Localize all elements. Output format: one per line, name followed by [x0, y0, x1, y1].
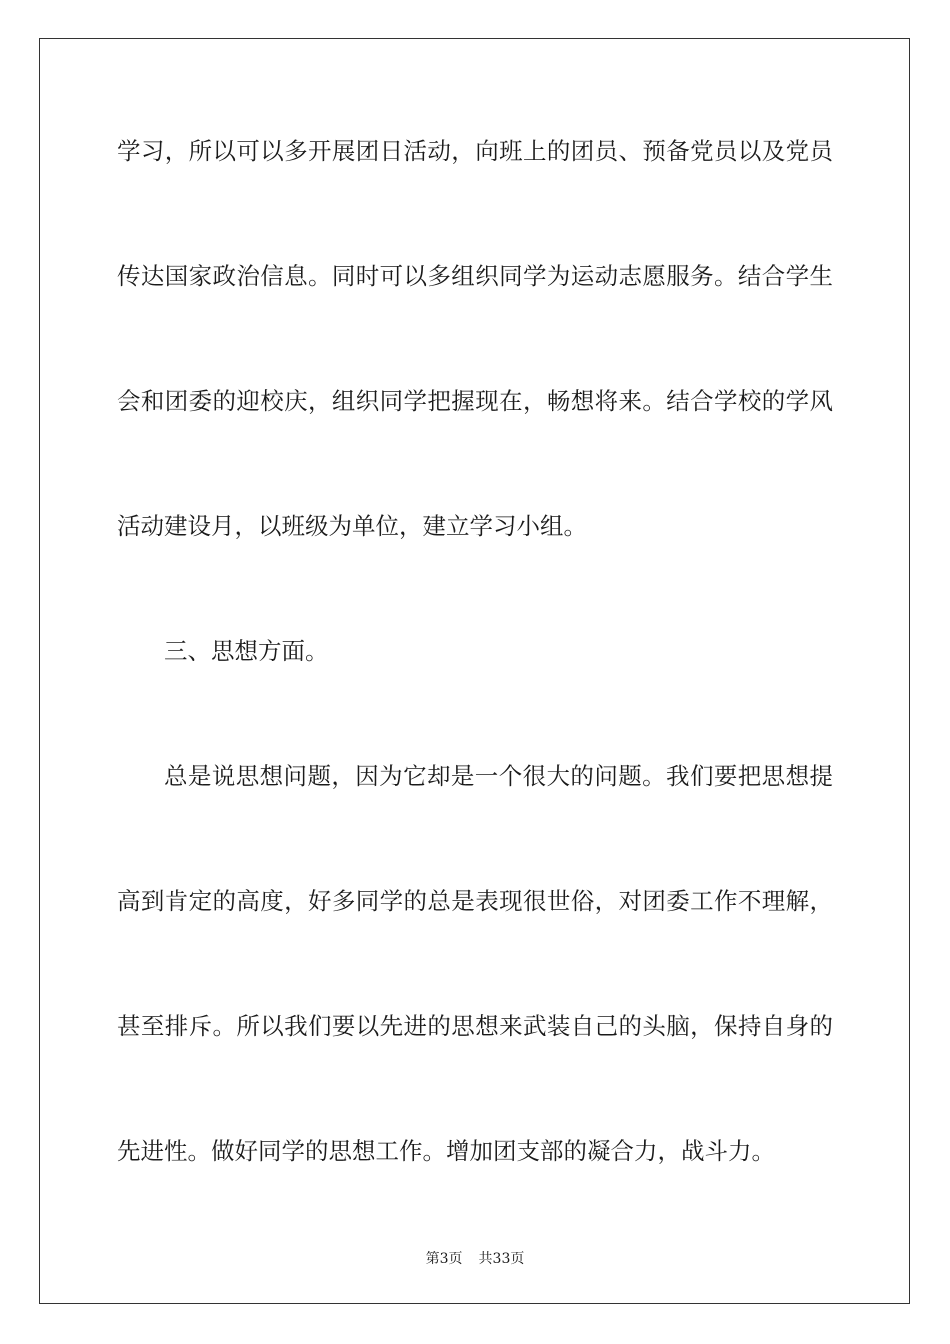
- paragraph-line: 活动建设月，以班级为单位，建立学习小组。: [117, 512, 587, 540]
- paragraph-line: 总是说思想问题，因为它却是一个很大的问题。我们要把思想提: [164, 762, 833, 790]
- page-total: 共33页: [478, 1251, 525, 1267]
- page-number: 第3页: [425, 1251, 463, 1267]
- page-footer: [0, 1248, 950, 1268]
- section-heading: 三、思想方面。: [164, 637, 329, 665]
- paragraph-line: 学习，所以可以多开展团日活动，向班上的团员、预备党员以及党员: [117, 137, 833, 165]
- paragraph-line: 会和团委的迎校庆，组织同学把握现在，畅想将来。结合学校的学风: [117, 387, 833, 415]
- page-border: [39, 38, 910, 1304]
- paragraph-line: 甚至排斥。所以我们要以先进的思想来武装自己的头脑，保持自身的: [117, 1012, 833, 1040]
- paragraph-line: 先进性。做好同学的思想工作。增加团支部的凝合力，战斗力。: [117, 1137, 775, 1165]
- paragraph-line: 高到肯定的高度，好多同学的总是表现很世俗，对团委工作不理解，: [117, 887, 833, 915]
- paragraph-line: 传达国家政治信息。同时可以多组织同学为运动志愿服务。结合学生: [117, 262, 833, 290]
